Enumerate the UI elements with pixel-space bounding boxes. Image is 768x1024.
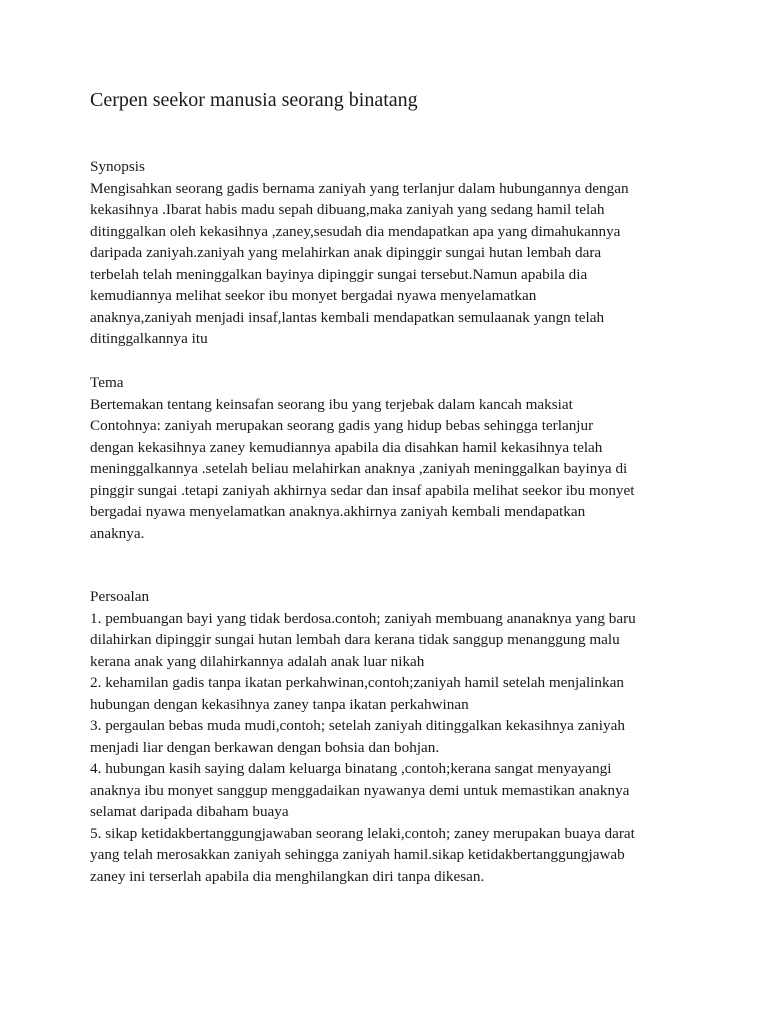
synopsis-line: terbelah telah meninggalkan bayinya dipinggir sungai tersebut.Namun apabila dia	[90, 265, 588, 283]
tema-line: Bertemakan tentang keinsafan seorang ibu yang terjebak dalam kancah maksiat	[90, 395, 573, 413]
tema-line: dengan kekasihnya zaney kemudiannya apabila dia disahkan hamil kekasihnya telah	[90, 438, 603, 456]
synopsis-section	[90, 156, 690, 350]
persoalan-heading: Persoalan	[90, 588, 150, 605]
synopsis-line: daripada zaniyah.zaniyah yang melahirkan anak dipinggir sungai hutan lembah dara	[90, 244, 602, 261]
persoalan-line: hubungan dengan kekasihnya zaney tanpa ikatan perkahwinan	[90, 695, 469, 713]
tema-section	[90, 372, 690, 544]
synopsis-line: Mengisahkan seorang gadis bernama zaniyah yang terlanjur dalam hubungannya dengan	[90, 179, 629, 197]
persoalan-line: 2. kehamilan gadis tanpa ikatan perkahwinan,contoh;zaniyah hamil setelah menjalinkan	[90, 674, 624, 691]
tema-line: meninggalkannya .setelah beliau melahirkan anaknya ,zaniyah meninggalkan bayinya di	[90, 460, 628, 477]
persoalan-line: 4. hubungan kasih saying dalam keluarga binatang ,contoh;kerana sangat menyayangi	[90, 760, 612, 777]
persoalan-section	[90, 586, 690, 887]
synopsis-line: ditinggalkannya itu	[90, 330, 208, 347]
persoalan-line: menjadi liar dengan berkawan dengan bohsia dan bohjan.	[90, 738, 440, 756]
tema-line: Contohnya: zaniyah merupakan seorang gadis yang hidup bebas sehingga terlanjur	[90, 417, 594, 434]
tema-line: bergadai nyawa menyelamatkan anaknya.akhirnya zaniyah kembali mendapatkan	[90, 503, 586, 520]
persoalan-line: dilahirkan dipinggir sungai hutan lembah dara kerana tidak sanggup menanggung malu	[90, 631, 620, 648]
document-title: Cerpen seekor manusia seorang binatang	[90, 89, 418, 111]
synopsis-line: kemudiannya melihat seekor ibu monyet bergadai nyawa menyelamatkan	[90, 287, 537, 304]
synopsis-line: ditinggalkan oleh kekasihnya ,zaney,sesudah dia mendapatkan apa yang dimahukannya	[90, 222, 621, 240]
tema-line: pinggir sungai .tetapi zaniyah akhirnya sedar dan insaf apabila melihat seekor ibu monyet	[90, 481, 635, 499]
persoalan-line: 1. pembuangan bayi yang tidak berdosa.contoh; zaniyah membuang ananaknya yang baru	[90, 609, 636, 627]
persoalan-line: anaknya ibu monyet sanggup menggadaikan nyawanya demi untuk memastikan anaknya	[90, 781, 630, 799]
persoalan-line: 3. pergaulan bebas muda mudi,contoh; setelah zaniyah ditinggalkan kekasihnya zaniyah	[90, 717, 625, 734]
synopsis-line: kekasihnya .Ibarat habis madu sepah dibuang,maka zaniyah yang sedang hamil telah	[90, 201, 605, 218]
synopsis-heading: Synopsis	[90, 158, 145, 175]
tema-line: anaknya.	[90, 524, 145, 542]
synopsis-line: anaknya,zaniyah menjadi insaf,lantas kembali mendapatkan semulaanak yangn telah	[90, 308, 605, 326]
persoalan-line: selamat daripada dibaham buaya	[90, 803, 289, 820]
persoalan-line: 5. sikap ketidakbertanggungjawaban seorang lelaki,contoh; zaney merupakan buaya darat	[90, 824, 635, 842]
tema-heading: Tema	[90, 374, 124, 391]
persoalan-line: kerana anak yang dilahirkannya adalah anak luar nikah	[90, 652, 425, 670]
persoalan-line: zaney ini terserlah apabila dia menghilangkan diri tanpa dikesan.	[90, 867, 485, 885]
persoalan-line: yang telah merosakkan zaniyah sehingga zaniyah hamil.sikap ketidakbertanggungjawab	[90, 846, 625, 863]
